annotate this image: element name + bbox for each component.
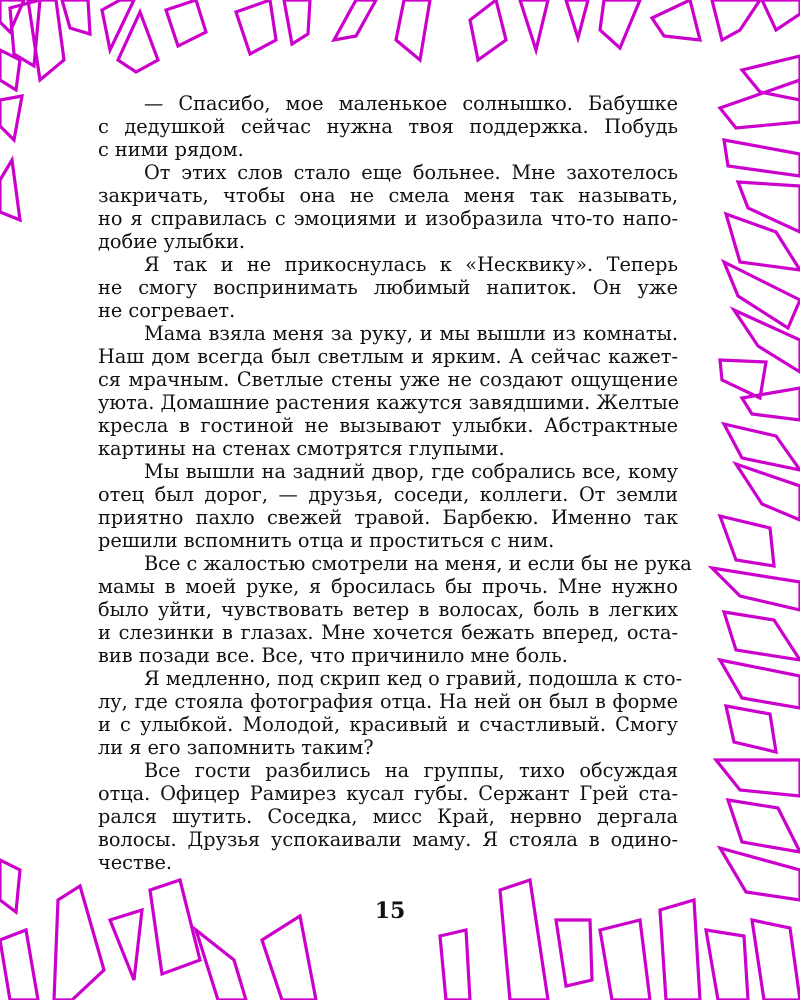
text-line: ли я его запомнить таким? (98, 736, 374, 759)
text-line: отец был дорог, — друзья, соседи, коллеги. От земли (98, 483, 678, 506)
text-line: картины на стенах смотрятся глупыми. (98, 437, 505, 460)
page-body-text (98, 92, 692, 874)
text-line: с дедушкой сейчас нужна твоя поддержка. Побудь (98, 115, 678, 138)
text-line: честве. (98, 851, 173, 874)
text-line: не смогу воспринимать любимый напиток. Он уже (98, 276, 678, 299)
text-line: закричать, чтобы она не смела меня так называть, (98, 184, 678, 207)
text-line: Я так и не прикоснулась к «Несквику». Теперь (144, 253, 678, 276)
text-line: но я справилась с эмоциями и изобразила что-то напо- (98, 207, 678, 230)
text-line: Я медленно, под скрип кед о гравий, подошла к сто- (144, 667, 683, 690)
text-line: Мама взяла меня за руку, и мы вышли из комнаты. (144, 322, 678, 345)
text-line: решили вспомнить отца и проститься с ним. (98, 529, 555, 552)
text-line: с ними рядом. (98, 138, 244, 161)
text-line: было уйти, чувствовать ветер в волосах, боль в легких (98, 598, 678, 621)
text-line: Мы вышли на задний двор, где собрались все, кому (144, 460, 678, 483)
text-line: не согревает. (98, 299, 236, 322)
text-line: мамы в моей руке, я бросилась бы прочь. Мне нужно (98, 575, 678, 598)
text-line: лу, где стояла фотография отца. На ней он был в форме (98, 690, 678, 713)
text-line: кресла в гостиной не вызывают улыбки. Абстрактные (98, 414, 678, 437)
text-line: добие улыбки. (98, 230, 246, 253)
text-line: ся мрачным. Светлые стены уже не создают ощущение (98, 368, 678, 391)
text-line: Все с жалостью смотрели на меня, и если бы не рука (144, 552, 692, 575)
page-number: 15 (374, 898, 406, 924)
text-line: Все гости разбились на группы, тихо обсуждая (144, 759, 678, 782)
text-line: и слезинки в глазах. Мне хочется бежать вперед, оста- (98, 621, 678, 644)
text-line: рался шутить. Соседка, мисс Край, нервно дергала (98, 805, 678, 828)
text-line: — Спасибо, мое маленькое солнышко. Бабушке (144, 92, 678, 115)
text-line: От этих слов стало еще больнее. Мне захотелось (144, 161, 678, 184)
text-line: уюта. Домашние растения кажутся завядшими. Желтые (98, 391, 680, 414)
text-line: приятно пахло свежей травой. Барбекю. Именно так (98, 506, 678, 529)
text-line: и с улыбкой. Молодой, красивый и счастливый. Смогу (98, 713, 678, 736)
text-line: отца. Офицер Рамирез кусал губы. Сержант Грей ста- (98, 782, 678, 805)
text-line: Наш дом всегда был светлым и ярким. А сейчас кажет- (98, 345, 678, 368)
text-line: вив позади все. Все, что причинило мне боль. (98, 644, 568, 667)
text-line: волосы. Друзья успокаивали маму. Я стояла в одино- (98, 828, 678, 851)
